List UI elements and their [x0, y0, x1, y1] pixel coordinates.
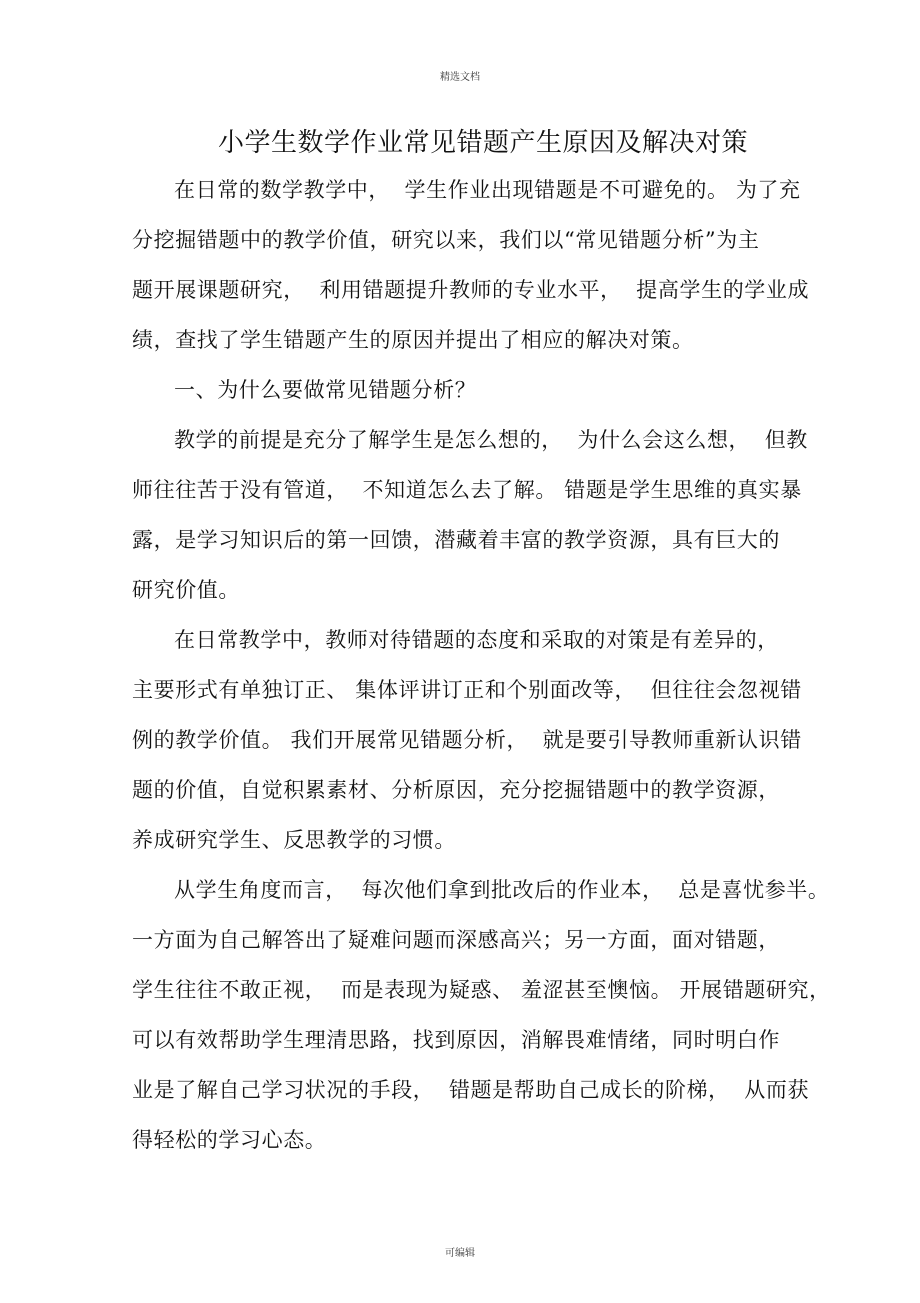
text-line: 师往往苦于没有管道， 不知道怎么去了解。 错题是学生思维的真实暴	[132, 478, 802, 502]
text-line: 题开展课题研究， 利用错题提升教师的专业水平， 提高学生的学业成	[132, 278, 810, 302]
text-line: 例的教学价值。 我们开展常见错题分析， 就是要引导教师重新认识错	[132, 728, 802, 752]
text-line: 教学的前提是充分了解学生是怎么想的， 为什么会这么想， 但教	[174, 428, 808, 452]
text-line: 业是了解自己学习状况的手段， 错题是帮助自己成长的阶梯， 从而获	[132, 1078, 810, 1102]
text-line: 养成研究学生、反思教学的习惯。	[132, 828, 456, 852]
page-header: 精选文档	[440, 72, 480, 83]
section-heading: 一、为什么要做常见错题分析？	[174, 378, 477, 402]
page-footer: 可编辑	[445, 1248, 475, 1259]
text-line: 从学生角度而言， 每次他们拿到批改后的作业本， 总是喜忧参半。	[174, 878, 830, 902]
text-line: 得轻松的学习心态。	[132, 1128, 327, 1152]
text-line: 绩，查找了学生错题产生的原因并提出了相应的解决对策。	[132, 328, 694, 352]
text-line: 学生往往不敢正视， 而是表现为疑惑、 羞涩甚至懊恼。 开展错题研究，	[132, 978, 831, 1002]
text-line: 可以有效帮助学生理清思路，找到原因，消解畏难情绪，同时明白作	[132, 1028, 780, 1052]
text-line: 题的价值，自觉积累素材、分析原因，充分挖掘错题中的教学资源，	[132, 778, 780, 802]
text-line: 研究价值。	[132, 578, 240, 602]
text-line: 主要形式有单独订正、 集体评讲订正和个别面改等， 但往往会忽视错	[132, 678, 802, 702]
text-line: 在日常教学中，教师对待错题的态度和采取的对策是有差异的，	[174, 628, 779, 652]
text-line: 露，是学习知识后的第一回馈，潜藏着丰富的教学资源，具有巨大的	[132, 528, 780, 552]
text-line: 一方面为自己解答出了疑难问题而深感高兴；另一方面，面对错题，	[132, 928, 780, 952]
text-line: 在日常的数学教学中， 学生作业出现错题是不可避免的。 为了充	[174, 178, 801, 202]
document-title: 小学生数学作业常见错题产生原因及解决对策	[218, 128, 749, 158]
text-line: 分挖掘错题中的教学价值，研究以来，我们以“常见错题分析”为主	[132, 228, 760, 252]
